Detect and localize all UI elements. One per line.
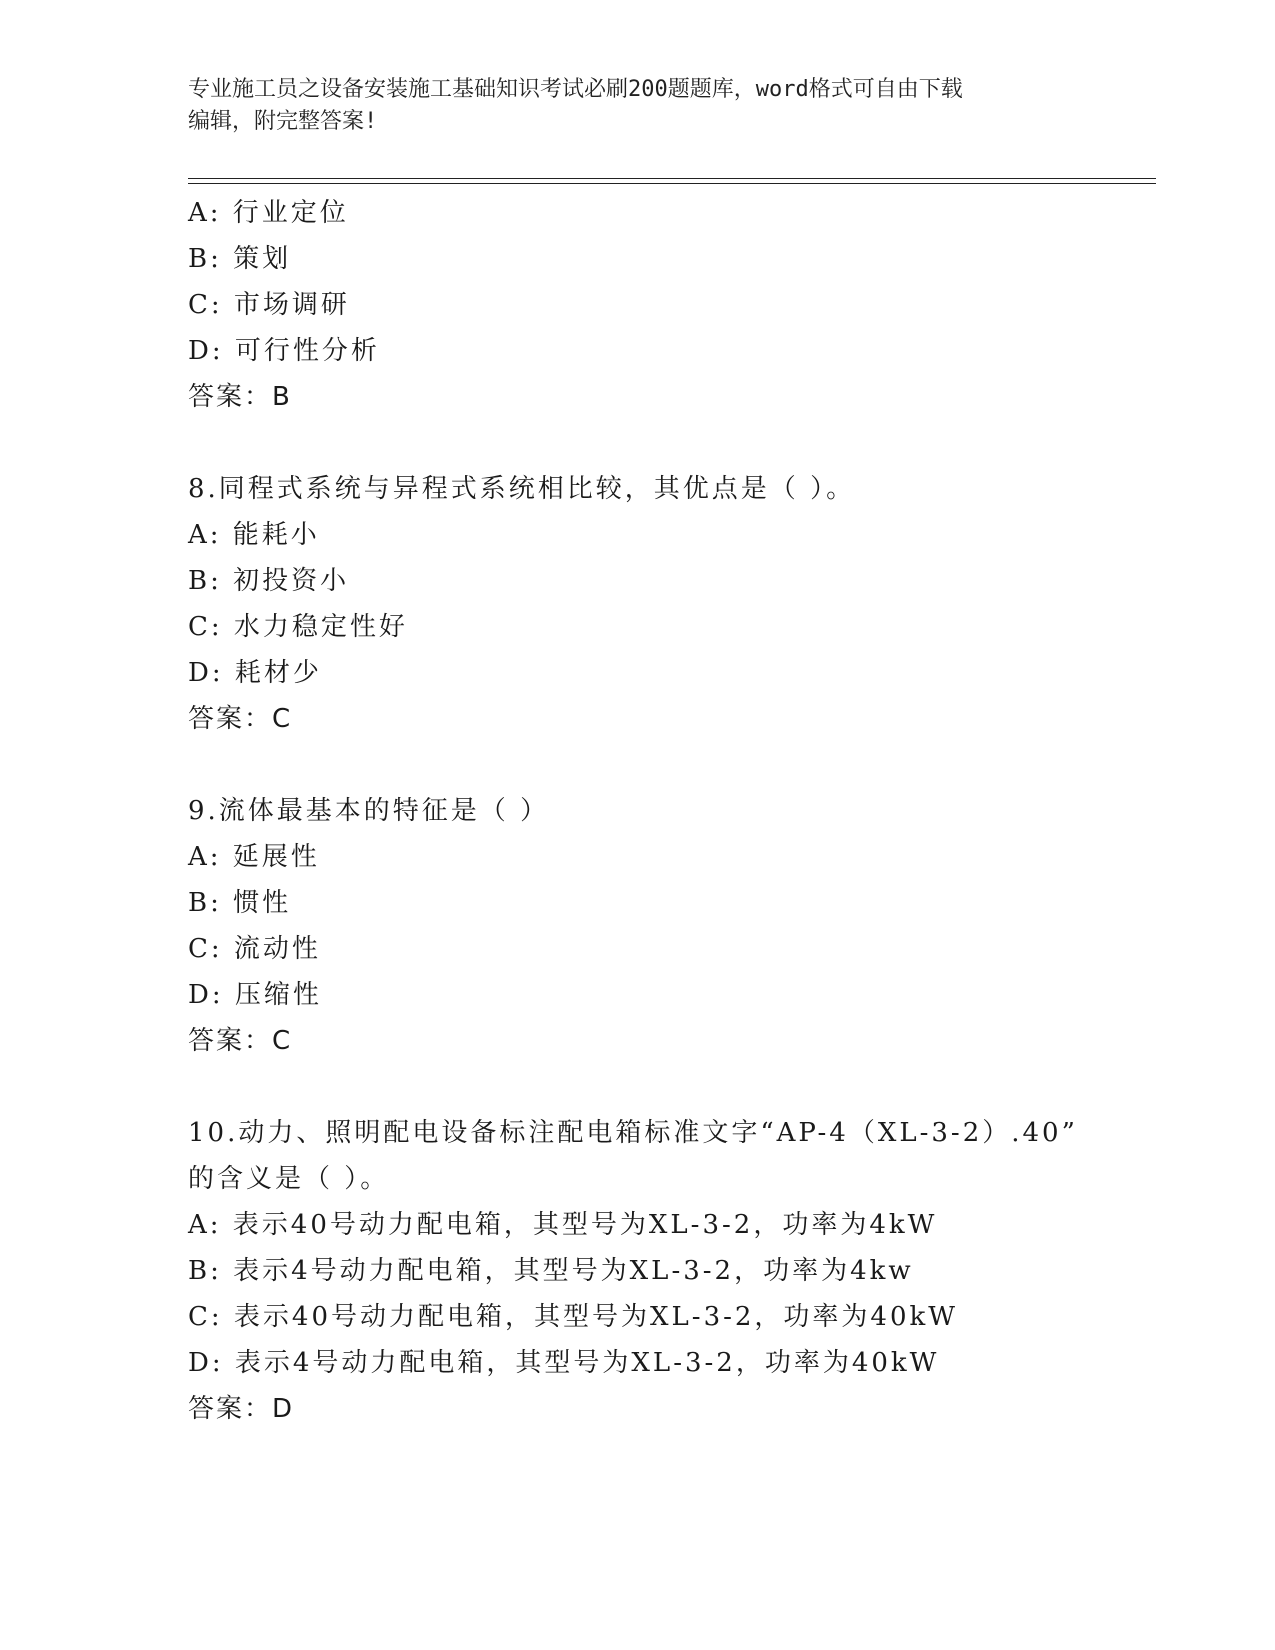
question-block-8 — [188, 466, 1148, 742]
option-b: B: 惯性 — [188, 888, 292, 918]
answer-line: 答案：C — [188, 1026, 293, 1056]
question-stem-line1: 10.动力、照明配电设备标注配电箱标准文字“AP-4（XL-3-2）.40” — [188, 1118, 1078, 1148]
answer-line: 答案：C — [188, 704, 293, 734]
answer-line: 答案：B — [188, 382, 292, 412]
question-stem-line2: 的含义是（ ）。 — [188, 1164, 390, 1194]
option-d: D: 耗材少 — [188, 658, 322, 688]
question-list — [188, 190, 1148, 1432]
header-divider-bottom — [188, 183, 1156, 184]
option-d: D: 可行性分析 — [188, 336, 380, 366]
question-block-10 — [188, 1110, 1148, 1432]
option-d: D: 表示4号动力配电箱，其型号为XL-3-2，功率为40kW — [188, 1348, 940, 1378]
option-a: A: 行业定位 — [188, 198, 349, 228]
option-b: B: 策划 — [188, 244, 292, 274]
option-d: D: 压缩性 — [188, 980, 322, 1010]
option-b: B: 初投资小 — [188, 566, 350, 596]
option-a: A: 能耗小 — [188, 520, 320, 550]
option-c: C: 水力稳定性好 — [188, 612, 408, 642]
spacer — [188, 742, 1148, 788]
option-a: A: 表示40号动力配电箱，其型号为XL-3-2，功率为4kW — [188, 1210, 938, 1240]
option-c: C: 表示40号动力配电箱，其型号为XL-3-2，功率为40kW — [188, 1302, 958, 1332]
question-block-9 — [188, 788, 1148, 1064]
answer-line: 答案：D — [188, 1394, 295, 1424]
spacer — [188, 420, 1148, 466]
option-b: B: 表示4号动力配电箱，其型号为XL-3-2，功率为4kw — [188, 1256, 914, 1286]
option-a: A: 延展性 — [188, 842, 320, 872]
question-stem: 8.同程式系统与异程式系统相比较，其优点是（ ）。 — [188, 474, 856, 504]
question-block-7 — [188, 190, 1148, 420]
document-header — [188, 74, 1068, 138]
spacer — [188, 1064, 1148, 1110]
question-stem: 9.流体最基本的特征是（ ） — [188, 796, 550, 826]
header-title-line1: 专业施工员之设备安装施工基础知识考试必刷200题题库，word格式可自由下载 — [188, 77, 963, 102]
option-c: C: 流动性 — [188, 934, 321, 964]
option-c: C: 市场调研 — [188, 290, 350, 320]
header-divider-top — [188, 178, 1156, 179]
header-title-line2: 编辑，附完整答案! — [188, 109, 378, 134]
